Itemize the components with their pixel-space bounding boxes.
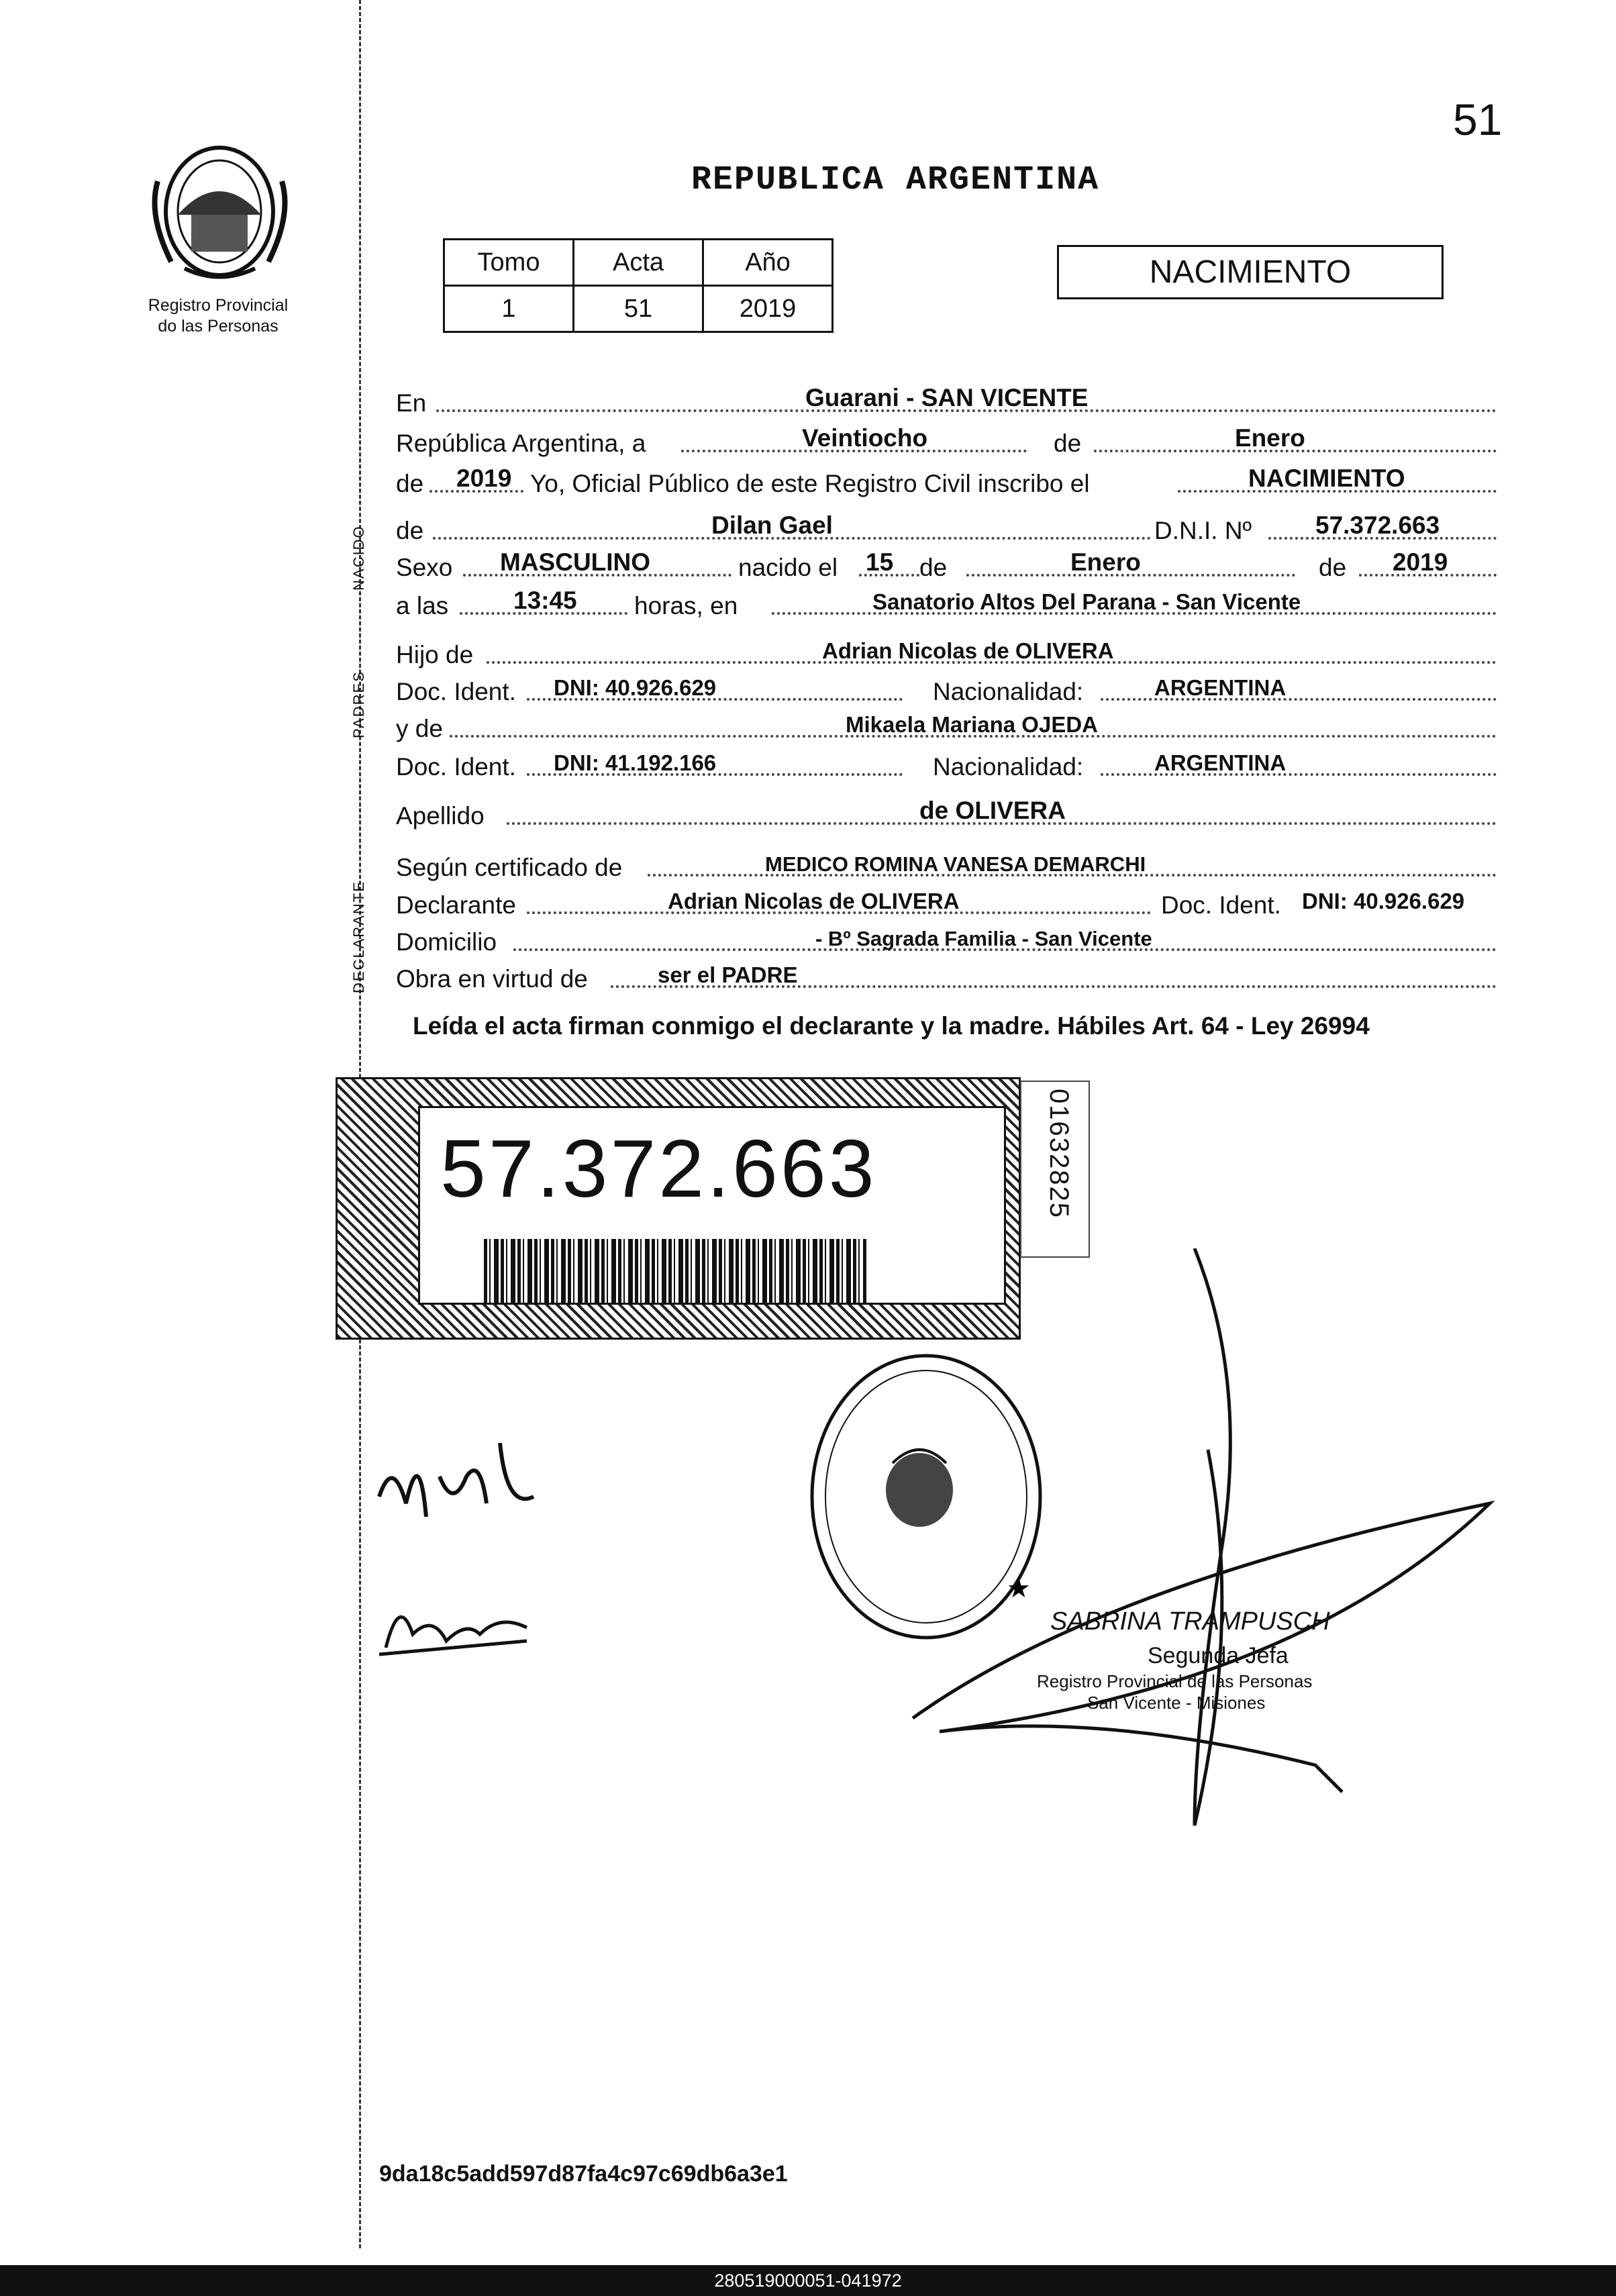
row-name [396, 510, 1503, 549]
barcode-dni-number: 57.372.663 [440, 1123, 877, 1214]
label-inscribo: Yo, Oficial Público de este Registro Civil inscribo el [530, 470, 1090, 497]
reference-table-header-row [444, 240, 833, 286]
value-mother-doc: DNI: 41.192.166 [554, 750, 717, 775]
row-time-place [396, 585, 1503, 624]
value-capacity: ser el PADRE [658, 962, 798, 987]
value-birth-year: 2019 [1393, 548, 1448, 576]
side-label-declarante: DECLARANTE [350, 881, 367, 993]
value-declarant-name: Adrian Nicolas de OLIVERA [668, 889, 960, 913]
closing-statement: Leída el acta firman conmigo el declarante y la madre. Hábiles Art. 64 - Ley 26994 [413, 1012, 1370, 1040]
declarant-signature [372, 1416, 547, 1550]
label-de-year: de [396, 470, 424, 497]
logo-caption-line2: do las Personas [158, 317, 279, 336]
row-mother-doc [396, 746, 1503, 785]
ref-value-tomo: 1 [444, 286, 574, 332]
label-nacionalidad: Nacionalidad: [933, 678, 1084, 705]
logo-caption-line1: Registro Provincial [148, 296, 289, 315]
provincial-shield-logo [138, 141, 302, 292]
label-nacionalidad: Nacionalidad: [933, 753, 1084, 781]
barcode-bars [484, 1239, 866, 1303]
label-horas-en: horas, en [634, 592, 738, 619]
label-hijo: Hijo de [396, 641, 474, 668]
value-birth-month: Enero [1070, 548, 1141, 576]
row-sex-birth [396, 547, 1503, 586]
side-label-nacido: NACIDO [350, 525, 367, 591]
page-number: 51 [1453, 95, 1503, 144]
mother-signature [372, 1587, 534, 1661]
label-dni: D.N.I. Nº [1154, 517, 1252, 544]
label-doc: Doc. Ident. [396, 678, 516, 705]
row-father [396, 634, 1503, 673]
value-father-doc: DNI: 40.926.629 [554, 675, 717, 700]
label-certificado: Según certificado de [396, 854, 623, 881]
record-type-box: NACIMIENTO [1057, 245, 1444, 299]
label-y-de: y de [396, 715, 443, 742]
label-apellido: Apellido [396, 802, 485, 830]
value-time: 13:45 [513, 587, 577, 614]
value-child-dni: 57.372.663 [1315, 511, 1440, 539]
signer-name: SABRINA TRAMPUSCH [1050, 1607, 1330, 1636]
ref-header-acta: Acta [574, 240, 703, 286]
value-record-type: NACIMIENTO [1248, 464, 1405, 492]
ref-value-anio: 2019 [703, 286, 833, 332]
value-birth-day: 15 [866, 548, 894, 576]
serial-number: 01632825 [1044, 1089, 1074, 1219]
row-location [396, 383, 1503, 421]
label-en: En [396, 389, 427, 417]
row-mother [396, 708, 1503, 747]
footer-id-bar: 280519000051-041972 [0, 2265, 1616, 2296]
row-capacity [396, 958, 1503, 997]
value-address: - Bº Sagrada Familia - San Vicente [815, 927, 1152, 950]
value-year: 2019 [456, 464, 512, 492]
serial-number-box [1020, 1081, 1090, 1258]
svg-text:★: ★ [1007, 1573, 1031, 1604]
value-day: Veintiocho [802, 424, 928, 452]
reference-table [443, 238, 834, 333]
value-birth-place: Sanatorio Altos Del Parana - San Vicente [872, 589, 1301, 614]
row-date [396, 423, 1503, 462]
label-obra: Obra en virtud de [396, 965, 588, 993]
signer-organization: Registro Provincial de las Personas [1037, 1671, 1313, 1691]
row-certificate [396, 847, 1503, 886]
value-month: Enero [1235, 424, 1305, 452]
signer-location: San Vicente - Misiones [1087, 1693, 1266, 1713]
row-inscription [396, 463, 1503, 502]
value-certificate: MEDICO ROMINA VANESA DEMARCHI [765, 852, 1146, 876]
label-republica: República Argentina, a [396, 430, 646, 457]
label-hora: a las [396, 592, 449, 619]
row-surname [396, 795, 1503, 834]
value-surname: de OLIVERA [919, 797, 1066, 824]
side-label-padres: PADRES [350, 670, 367, 738]
document-title: REPUBLICA ARGENTINA [691, 161, 1100, 199]
row-declarant [396, 885, 1503, 924]
reference-table-value-row [444, 286, 833, 332]
signer-role: Segunda Jefa [1148, 1643, 1289, 1668]
value-father-name: Adrian Nicolas de OLIVERA [822, 638, 1114, 663]
value-sex: MASCULINO [500, 548, 651, 576]
label-nacido-de2: de [1319, 554, 1347, 581]
value-location: Guarani - SAN VICENTE [805, 384, 1089, 411]
ref-value-acta: 51 [574, 286, 703, 332]
value-mother-nationality: ARGENTINA [1154, 750, 1286, 775]
ref-header-tomo: Tomo [444, 240, 574, 286]
official-signature [899, 1248, 1517, 1852]
label-declarante: Declarante [396, 891, 516, 919]
row-father-doc [396, 671, 1503, 710]
label-de-name: de [396, 517, 424, 544]
value-child-name: Dilan Gael [711, 511, 833, 539]
value-mother-name: Mikaela Mariana OJEDA [846, 712, 1098, 737]
logo-caption [121, 295, 315, 337]
label-de: de [1054, 430, 1082, 457]
label-declarante-doc: Doc. Ident. [1161, 891, 1281, 919]
value-declarant-doc: DNI: 40.926.629 [1302, 889, 1465, 913]
label-domicilio: Domicilio [396, 928, 497, 956]
label-sexo: Sexo [396, 554, 453, 581]
row-address [396, 921, 1503, 960]
label-nacido: nacido el [738, 554, 838, 581]
label-doc: Doc. Ident. [396, 753, 516, 781]
value-father-nationality: ARGENTINA [1154, 675, 1286, 700]
ref-header-anio: Año [703, 240, 833, 286]
label-nacido-de: de [919, 554, 948, 581]
document-hash: 9da18c5add597d87fa4c97c69db6a3e1 [379, 2161, 788, 2187]
